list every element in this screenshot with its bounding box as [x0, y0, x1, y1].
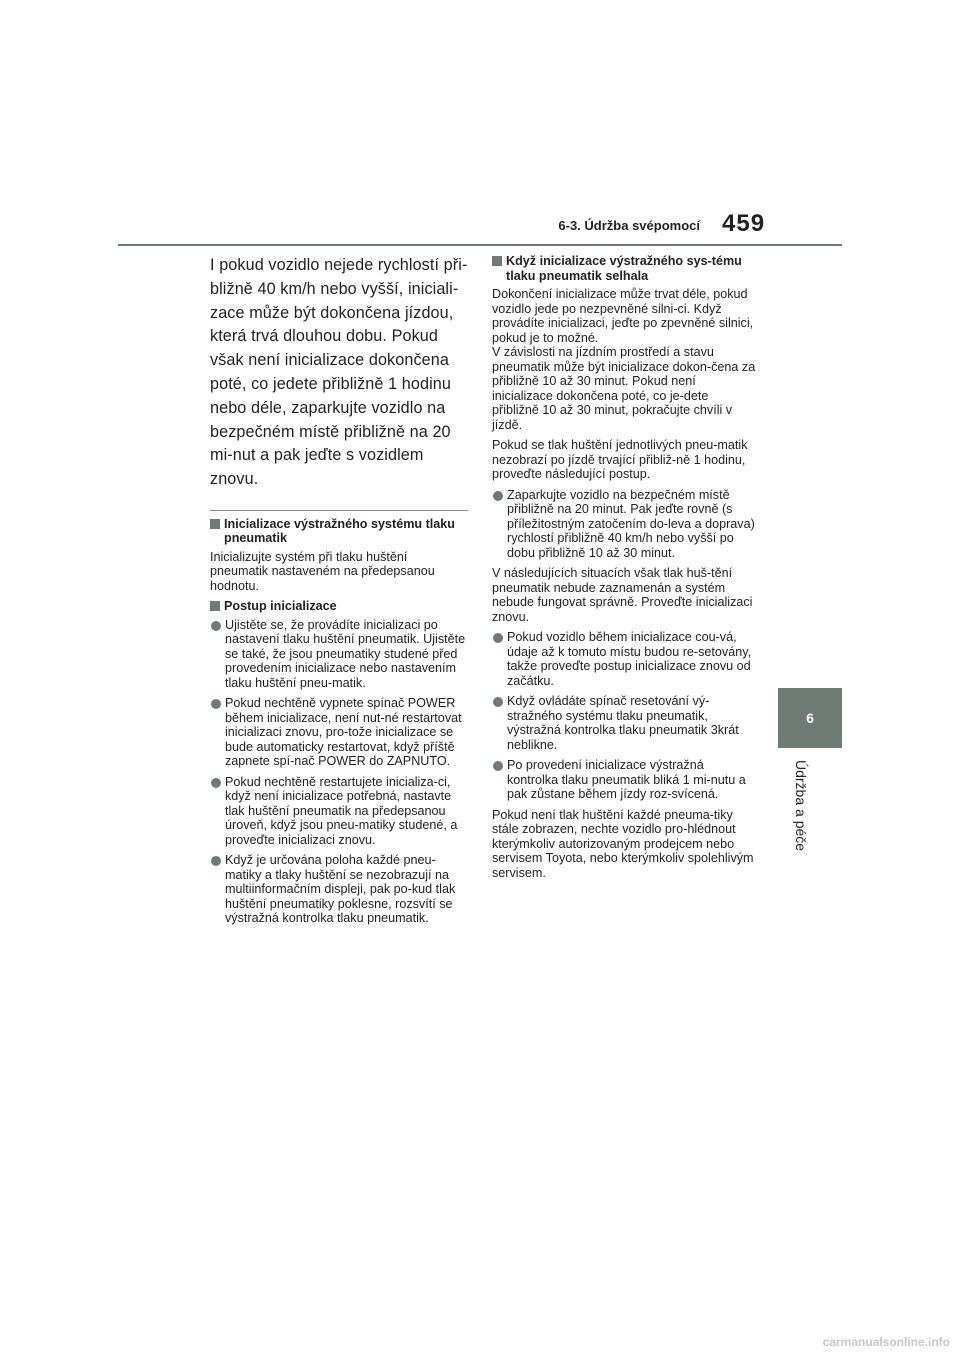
watermark-logo: carmanualsonline.info	[822, 1335, 950, 1349]
paragraph: Pokud není tlak huštění každé pneuma-tiky stále zobrazen, nechte vozidlo pro-hlédnout kterýmkoliv autorizovaným prodejcem nebo servisem Toyota, nebo kterýmkoliv spolehlivým servisem.	[492, 807, 754, 880]
page-number: 459	[722, 210, 766, 237]
list-item	[492, 758, 756, 802]
chapter-title-vertical: Údržba a péče	[793, 760, 809, 852]
section-divider	[210, 510, 468, 511]
circle-bullet-icon	[211, 778, 221, 788]
paragraph: V následujících situacích však tlak huš-tění pneumatik nebude zaznamenán a systém nebude fungovat správně. Proveďte inicializaci znovu.	[492, 566, 753, 624]
section-heading-initialization	[210, 517, 468, 546]
list-item	[210, 775, 468, 848]
square-bullet-icon	[492, 256, 502, 266]
square-bullet-icon	[210, 601, 220, 611]
circle-bullet-icon	[493, 761, 503, 771]
list-item-text: Po provedení inicializace výstražná kontrolka tlaku pneumatik bliká 1 mi-nutu a pak zůstane během jízdy roz-svícená.	[507, 758, 746, 801]
paragraph: V závislosti na jízdním prostředí a stavu pneumatik může být inicializace dokon-čena za přibližně 10 až 30 minut. Pokud není inicializace dokončena poté, co je-dete přibližně 10 až 30 minut, pokračujte chvíli v jízdě.	[492, 345, 756, 432]
circle-bullet-icon	[211, 856, 221, 866]
circle-bullet-icon	[493, 491, 503, 501]
list-item	[210, 618, 468, 691]
list-item	[492, 630, 756, 688]
heading-text: Postup inicializace	[224, 599, 337, 614]
header-rule	[118, 244, 842, 246]
paragraph: Pokud se tlak huštění jednotlivých pneu-matik nezobrazí po jízdě trvající přibliž-ně 1 hodinu, proveďte následující postup.	[492, 438, 748, 481]
list-item	[210, 696, 468, 769]
chapter-tab: 6	[778, 688, 842, 748]
list-item	[492, 488, 756, 561]
heading-text: Inicializace výstražného systému tlaku pneumatik	[224, 516, 455, 546]
list-item-text: Pokud nechtěně restartujete inicializa-ci, když není inicializace potřebná, nastavte tlak huštění pneumatik na předepsanou úroveň, když jsou pneu-matiky studené, a proveďte inicializaci znovu.	[225, 774, 458, 847]
list-item-text: Zaparkujte vozidlo na bezpečném místě přibližně na 20 minut. Pak jeďte rovně (s příležitostným zatočením do-leva a doprava) rychlostí přibližně 40 km/h nebo vyšší po dobu přibližně 10 až 30 minut.	[507, 487, 755, 560]
paragraph: Inicializujte systém při tlaku huštění pneumatik nastaveném na předepsanou hodnotu.	[210, 549, 435, 593]
list-item	[210, 853, 468, 926]
circle-bullet-icon	[493, 697, 503, 707]
list-item-text: Pokud vozidlo během inicializace cou-vá, údaje až k tomuto místu budou re-setovány, takže proveďte postup inicializace znovu od začátku.	[507, 630, 752, 688]
list-item-text: Když ovládáte spínač resetování vý-stražného systému tlaku pneumatik, výstražná kontrolka tlaku pneumatik 3krát neblikne.	[507, 694, 739, 752]
circle-bullet-icon	[211, 621, 221, 631]
section-heading-failure	[492, 254, 756, 283]
circle-bullet-icon	[211, 699, 221, 709]
header-section-title: 6-3. Údržba svépomocí	[558, 218, 700, 233]
list-item-text: Když je určována poloha každé pneu-matiky a tlaky huštění se nezobrazují na multiinformačním displeji, pak po-kud tlak huštění pneumatiky poklesne, rozsvítí se výstražná kontrolka tlaku pneumatik.	[225, 853, 456, 926]
list-item-text: Pokud nechtěně vypnete spínač POWER během inicializace, není nut-né restartovat inicializaci znovu, pro-tože inicializace se bude automaticky restartovat, když příště zapnete spí-nač POWER do ZAPNUTO.	[225, 696, 462, 769]
left-column	[210, 254, 468, 932]
right-column	[492, 254, 756, 886]
square-bullet-icon	[210, 519, 220, 529]
list-item	[492, 694, 756, 752]
paragraph: Dokončení inicializace může trvat déle, pokud vozidlo jede po nezpevněné silni-ci. Když provádíte inicializaci, jeďte po zpevněné silnici, pokud je to možné.	[492, 287, 754, 345]
circle-bullet-icon	[493, 633, 503, 643]
intro-paragraph: I pokud vozidlo nejede rychlostí při-bližně 40 km/h nebo vyšší, iniciali-zace může být dokončena jízdou, která trvá dlouhou dobu. Pokud však není inicializace dokončena poté, co jedete přibližně 1 hodinu nebo déle, zaparkujte vozidlo na bezpečném místě přibližně na 20 mi-nut a pak jeďte s vozidlem znovu.	[210, 256, 468, 489]
list-item-text: Ujistěte se, že provádíte inicializaci po nastavení tlaku huštění pneumatik. Ujistěte se také, že jsou pneumatiky studené před provedením inicializace nebo nastavením tlaku huštění pneu-matik.	[225, 617, 466, 690]
section-heading-procedure	[210, 599, 468, 614]
heading-text: Když inicializace výstražného sys-tému tlaku pneumatik selhala	[506, 254, 742, 283]
